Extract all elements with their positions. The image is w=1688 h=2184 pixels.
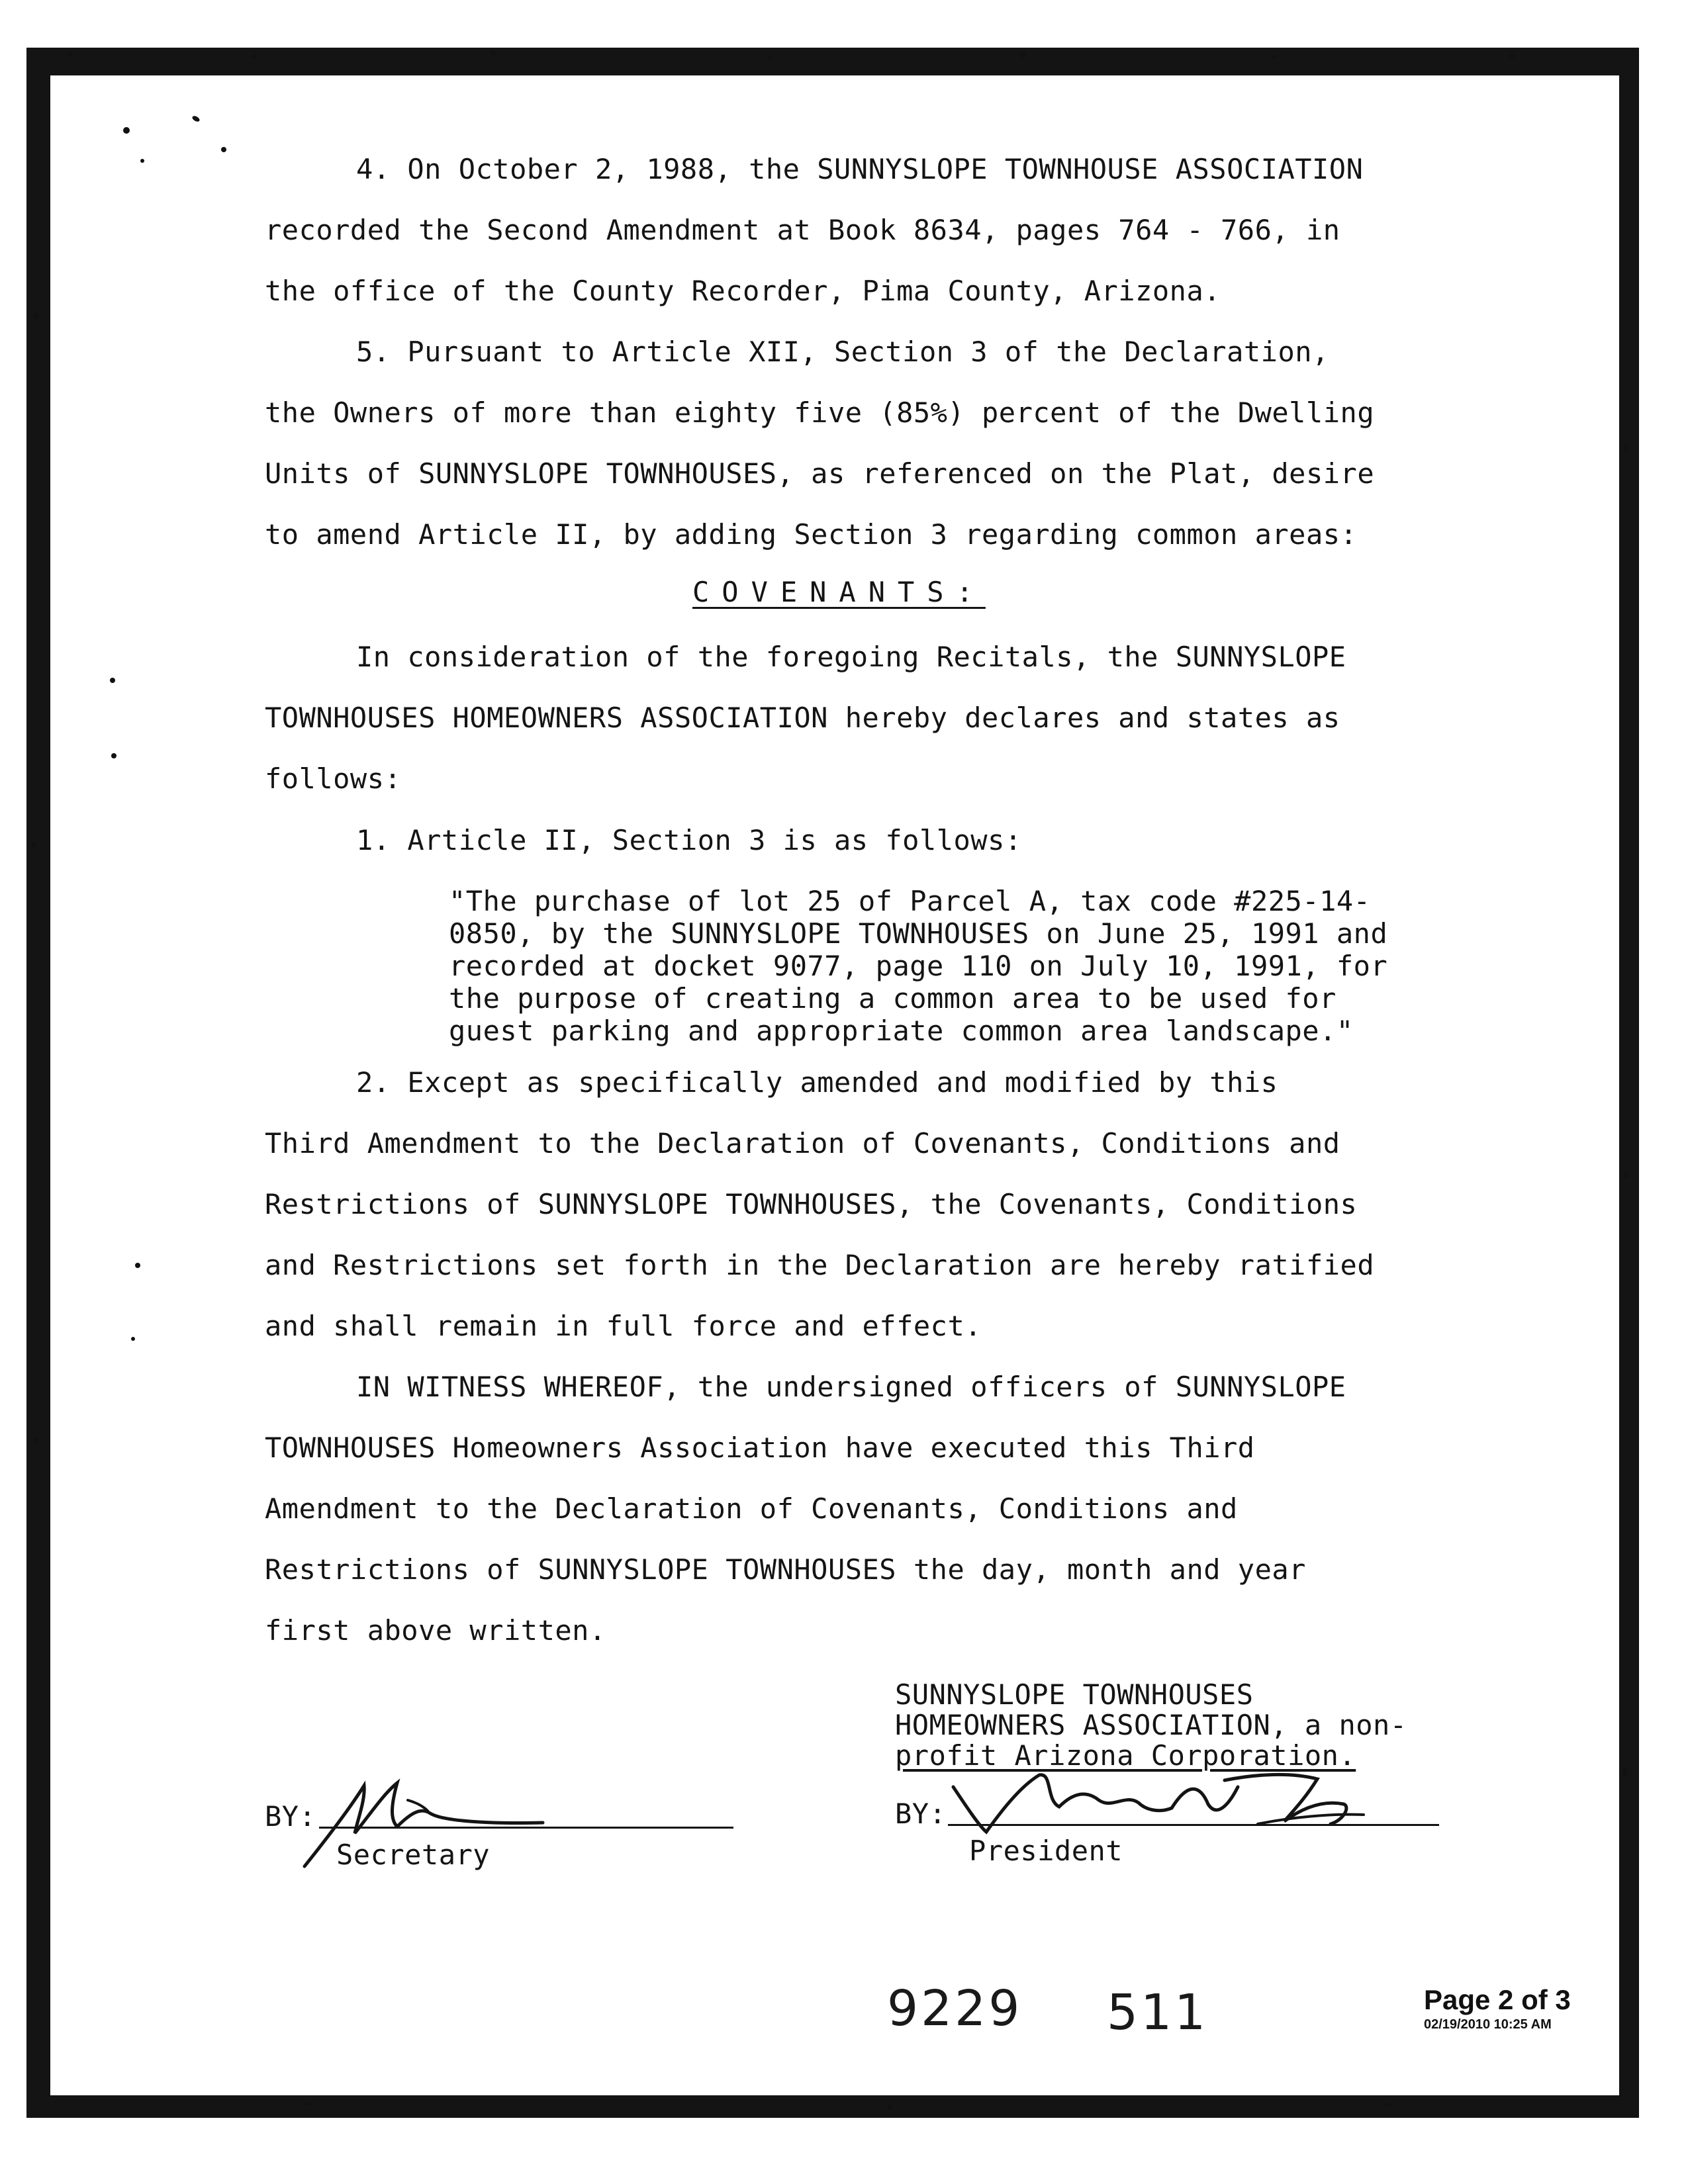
paragraph-5-line-3: Units of SUNNYSLOPE TOWNHOUSES, as referenced on the Plat, desire — [265, 457, 1375, 490]
scan-mark — [140, 159, 144, 163]
item-2-line-2: Third Amendment to the Declaration of Covenants, Conditions and — [265, 1127, 1340, 1160]
consideration-line-2: TOWNHOUSES HOMEOWNERS ASSOCIATION hereby declares and states as — [265, 702, 1340, 734]
consideration-line-3: follows: — [265, 762, 402, 795]
item-2-line-4: and Restrictions set forth in the Declaration are hereby ratified — [265, 1249, 1375, 1281]
quote-line-3: recorded at docket 9077, page 110 on July 10, 1991, for — [449, 950, 1388, 982]
witness-line-4: Restrictions of SUNNYSLOPE TOWNHOUSES the day, month and year — [265, 1553, 1306, 1586]
secretary-title: Secretary — [336, 1839, 491, 1871]
page-number-stamp: 511 — [1107, 1984, 1209, 2041]
scan-mark — [221, 147, 226, 152]
organization-block — [895, 1680, 1407, 1771]
president-by-label: BY: — [895, 1797, 947, 1830]
organization-line-2: HOMEOWNERS ASSOCIATION, a non- — [895, 1709, 1407, 1741]
quote-block — [449, 885, 1387, 1047]
quote-line-1: "The purchase of lot 25 of Parcel A, tax code #225-14- — [449, 885, 1371, 917]
item-1: 1. Article II, Section 3 is as follows: — [356, 824, 1022, 856]
scan-mark — [110, 678, 115, 683]
covenants-heading: COVENANTS: — [692, 576, 986, 608]
quote-line-4: the purpose of creating a common area to be used for — [449, 982, 1336, 1015]
paragraph-4-line-1: 4. On October 2, 1988, the SUNNYSLOPE TOWNHOUSE ASSOCIATION — [356, 153, 1364, 185]
paragraph-4-line-3: the office of the County Recorder, Pima County, Arizona. — [265, 275, 1221, 307]
paragraph-5-line-1: 5. Pursuant to Article XII, Section 3 of the Declaration, — [356, 336, 1329, 368]
quote-line-2: 0850, by the SUNNYSLOPE TOWNHOUSES on June 25, 1991 and — [449, 917, 1388, 950]
organization-line-3: profit Arizona Corporation. — [895, 1739, 1356, 1772]
organization-line-1: SUNNYSLOPE TOWNHOUSES — [895, 1678, 1254, 1711]
scan-mark — [111, 753, 117, 758]
scan-mark — [131, 1337, 135, 1341]
quote-line-5: guest parking and appropriate common area landscape." — [449, 1015, 1354, 1047]
scan-mark — [123, 127, 130, 134]
item-2-line-5: and shall remain in full force and effect. — [265, 1310, 982, 1342]
witness-line-1: IN WITNESS WHEREOF, the undersigned officers of SUNNYSLOPE — [356, 1371, 1346, 1403]
consideration-line-1: In consideration of the foregoing Recitals, the SUNNYSLOPE — [356, 641, 1346, 673]
item-2-line-3: Restrictions of SUNNYSLOPE TOWNHOUSES, the Covenants, Conditions — [265, 1188, 1358, 1220]
paragraph-4-line-2: recorded the Second Amendment at Book 8634, pages 764 - 766, in — [265, 214, 1340, 246]
witness-line-2: TOWNHOUSES Homeowners Association have executed this Third — [265, 1432, 1255, 1464]
witness-line-3: Amendment to the Declaration of Covenants, Conditions and — [265, 1492, 1238, 1525]
witness-line-5: first above written. — [265, 1614, 606, 1647]
secretary-by-label: BY: — [265, 1800, 316, 1833]
page-timestamp: 02/19/2010 10:25 AM — [1424, 2017, 1552, 2032]
paragraph-5-line-4: to amend Article II, by adding Section 3 regarding common areas: — [265, 518, 1358, 551]
scan-mark — [135, 1263, 140, 1268]
docket-number: 9229 — [887, 1980, 1023, 2037]
president-title: President — [969, 1835, 1123, 1867]
item-2-line-1: 2. Except as specifically amended and modified by this — [356, 1066, 1278, 1099]
page-label: Page 2 of 3 — [1424, 1984, 1571, 2015]
president-signature — [947, 1760, 1370, 1846]
paragraph-5-line-2: the Owners of more than eighty five (85%) percent of the Dwelling — [265, 396, 1375, 429]
